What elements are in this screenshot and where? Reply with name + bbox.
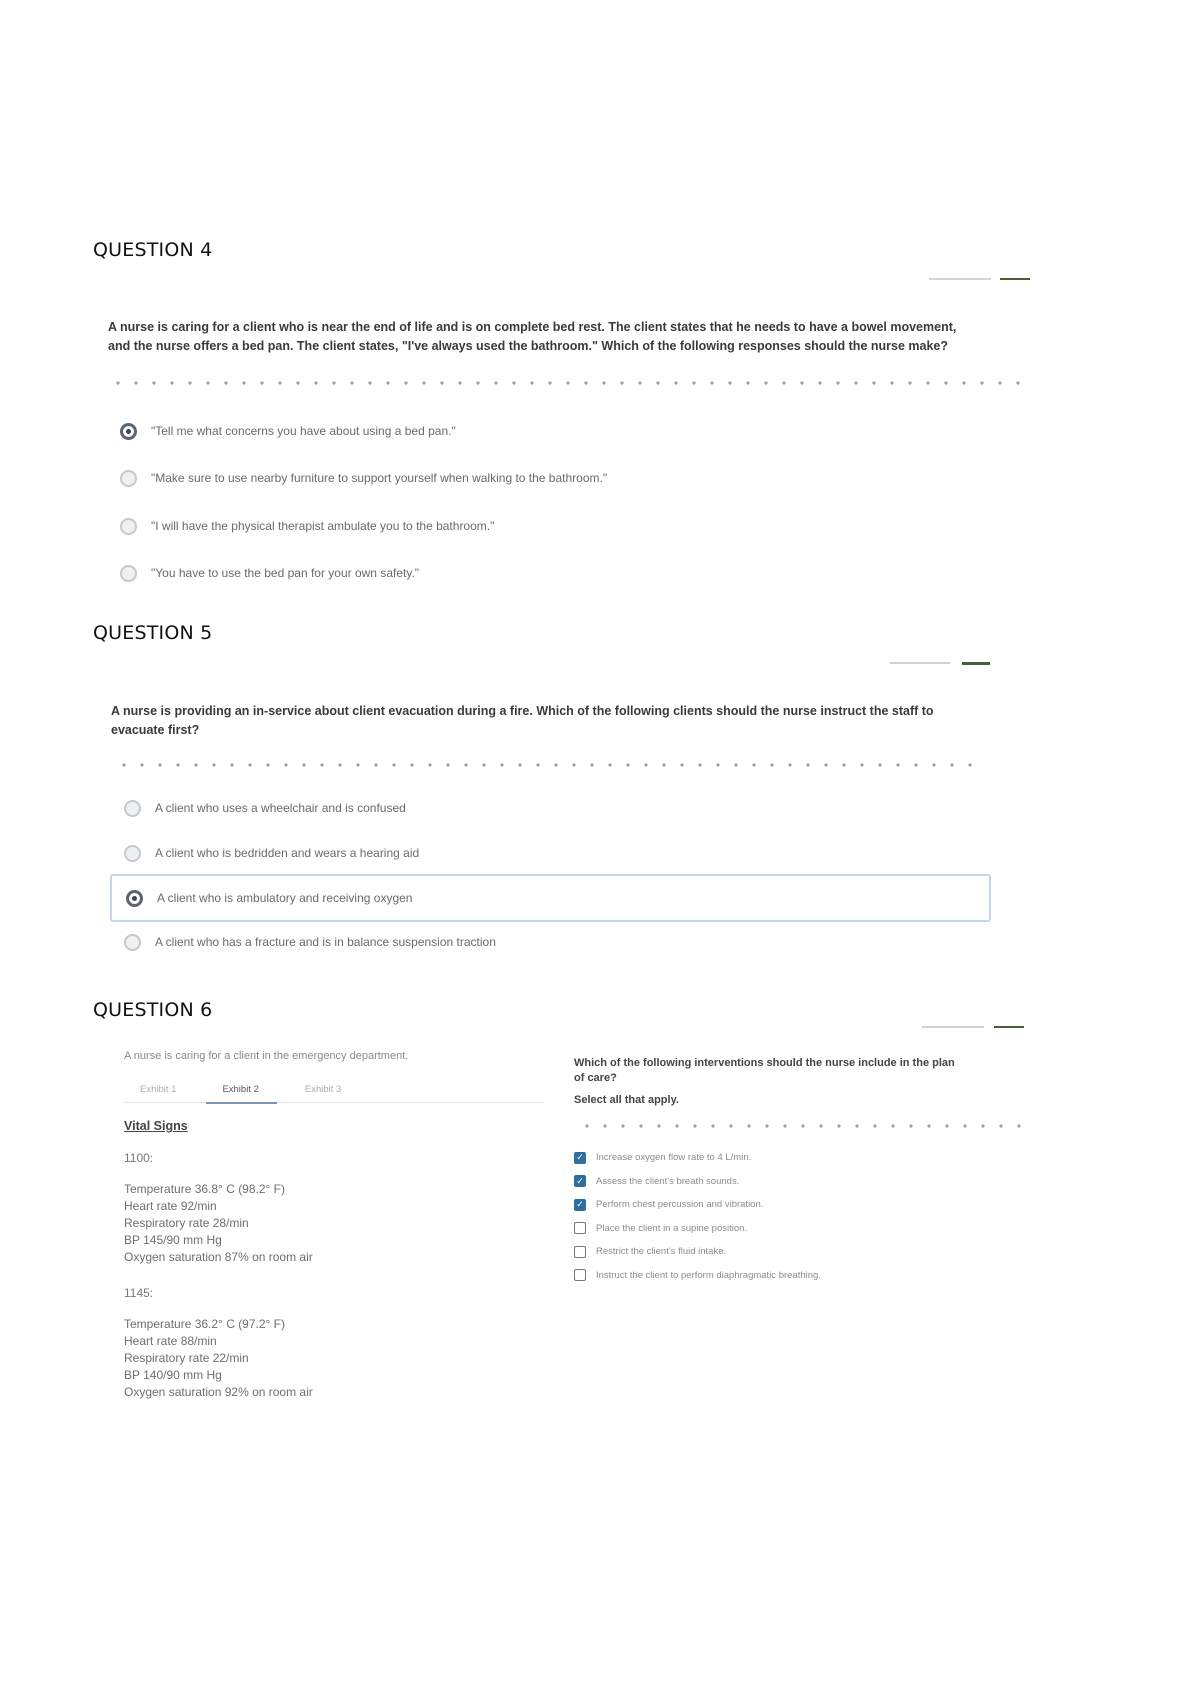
q6-option-5-label: Restrict the client's fluid intake.: [596, 1246, 727, 1258]
q4-option-2-label: "Make sure to use nearby furniture to support yourself when walking to the bathroom.": [151, 471, 608, 485]
question-6-stem: [574, 1056, 1030, 1086]
q5-option-3[interactable]: [110, 874, 991, 922]
question-6-corner-lines: [922, 1026, 1024, 1029]
radio-icon[interactable]: [124, 934, 141, 951]
question-4-corner-lines: [929, 278, 1031, 281]
checkbox-icon[interactable]: [574, 1269, 586, 1281]
tab-exhibit-1[interactable]: Exhibit 1: [140, 1084, 177, 1095]
q5-option-4-label: A client who has a fracture and is in balance suspension traction: [155, 935, 496, 949]
vital-signs-title: Vital Signs: [124, 1119, 188, 1133]
q4-option-3-label: "I will have the physical therapist ambulate you to the bathroom.": [151, 519, 495, 533]
q4-option-2[interactable]: [120, 466, 607, 490]
q5-option-3-label: A client who is ambulatory and receiving oxygen: [157, 891, 413, 905]
reading-1-respiratory-rate: Respiratory rate 28/min: [124, 1216, 249, 1230]
question-5-stem-line2: evacuate first?: [111, 723, 200, 737]
q6-option-4[interactable]: [574, 1217, 821, 1241]
checkbox-checked-icon[interactable]: ✓: [574, 1175, 586, 1187]
reading-1-oxygen: Oxygen saturation 87% on room air: [124, 1250, 313, 1264]
radio-icon[interactable]: [124, 800, 141, 817]
question-6-heading: QUESTION 6: [93, 999, 213, 1021]
q4-option-1[interactable]: [120, 419, 456, 443]
question-6-dotted-divider: [578, 1124, 1028, 1128]
reading-2-vitals: [124, 1316, 544, 1401]
question-6-stem-line2: of care?: [574, 1072, 617, 1084]
question-4-stem: [108, 318, 1018, 356]
q6-option-2[interactable]: [574, 1170, 821, 1194]
radio-icon[interactable]: [120, 518, 137, 535]
checkbox-icon[interactable]: [574, 1222, 586, 1234]
exhibit-tabs: [124, 1084, 544, 1103]
checkbox-icon[interactable]: [574, 1246, 586, 1258]
q6-option-6-label: Instruct the client to perform diaphragmatic breathing.: [596, 1269, 821, 1281]
q5-option-2-label: A client who is bedridden and wears a hearing aid: [155, 846, 420, 860]
q4-option-1-label: "Tell me what concerns you have about using a bed pan.": [151, 424, 456, 438]
question-5-stem-line1: A nurse is providing an in-service about client evacuation during a fire. Which of the following clients should the nurse instruct the staff to: [111, 704, 934, 718]
q5-option-1-label: A client who uses a wheelchair and is confused: [155, 801, 406, 815]
reading-2-respiratory-rate: Respiratory rate 22/min: [124, 1351, 249, 1365]
q6-option-3-label: Perform chest percussion and vibration.: [596, 1199, 764, 1211]
checkbox-checked-icon[interactable]: ✓: [574, 1152, 586, 1164]
radio-icon[interactable]: [124, 845, 141, 862]
q5-option-1[interactable]: [124, 796, 406, 820]
reading-1-vitals: [124, 1181, 544, 1266]
radio-selected-icon[interactable]: [120, 423, 137, 440]
exhibit-panel: [124, 1050, 544, 1401]
case-intro: A nurse is caring for a client in the emergency department.: [124, 1050, 409, 1062]
reading-1-time: 1100:: [124, 1151, 154, 1165]
q4-option-4-label: "You have to use the bed pan for your own safety.": [151, 566, 420, 580]
q4-option-3[interactable]: [120, 514, 494, 538]
reading-2-temperature: Temperature 36.2° C (97.2° F): [124, 1317, 285, 1331]
q6-option-6[interactable]: [574, 1264, 821, 1288]
reading-2-bp: BP 140/90 mm Hg: [124, 1368, 222, 1382]
question-4-heading: QUESTION 4: [93, 239, 213, 261]
q5-option-4[interactable]: [124, 930, 496, 954]
radio-selected-icon[interactable]: [126, 890, 143, 907]
question-5-dotted-divider: [115, 763, 985, 767]
question-5-corner-lines: [890, 662, 990, 665]
question-4-dotted-divider: [109, 381, 1025, 385]
checkbox-checked-icon[interactable]: ✓: [574, 1199, 586, 1211]
q6-option-3[interactable]: [574, 1193, 821, 1217]
q5-option-2[interactable]: [124, 841, 419, 865]
intervention-list: [574, 1146, 821, 1287]
reading-2-heart-rate: Heart rate 88/min: [124, 1334, 217, 1348]
question-4-stem-line1: A nurse is caring for a client who is near the end of life and is on complete bed rest. The client states that he needs to have a bowel movement,: [108, 320, 957, 334]
q4-option-4[interactable]: [120, 561, 419, 585]
tab-exhibit-2[interactable]: Exhibit 2: [206, 1084, 258, 1095]
question-6-stem-line1: Which of the following interventions should the nurse include in the plan: [574, 1057, 955, 1069]
question-5-stem: [111, 702, 981, 740]
radio-icon[interactable]: [120, 470, 137, 487]
q6-option-2-label: Assess the client's breath sounds.: [596, 1175, 740, 1187]
q6-option-5[interactable]: [574, 1240, 821, 1264]
reading-1-temperature: Temperature 36.8° C (98.2° F): [124, 1182, 285, 1196]
q6-option-4-label: Place the client in a supine position.: [596, 1222, 748, 1234]
question-6-panel: [574, 1056, 1030, 1281]
question-4-stem-line2: and the nurse offers a bed pan. The client states, "I've always used the bathroom." Which of the following responses should the nurse make?: [108, 339, 948, 353]
reading-2-time: 1145:: [124, 1286, 154, 1300]
reading-2-oxygen: Oxygen saturation 92% on room air: [124, 1385, 313, 1399]
reading-1-bp: BP 145/90 mm Hg: [124, 1233, 222, 1247]
question-5-heading: QUESTION 5: [93, 622, 213, 644]
q6-option-1[interactable]: [574, 1146, 821, 1170]
tab-exhibit-3[interactable]: Exhibit 3: [304, 1084, 342, 1095]
q6-option-1-label: Increase oxygen flow rate to 4 L/min.: [596, 1152, 752, 1164]
select-all-note: Select all that apply.: [574, 1094, 679, 1106]
radio-icon[interactable]: [120, 565, 137, 582]
reading-1-heart-rate: Heart rate 92/min: [124, 1199, 217, 1213]
